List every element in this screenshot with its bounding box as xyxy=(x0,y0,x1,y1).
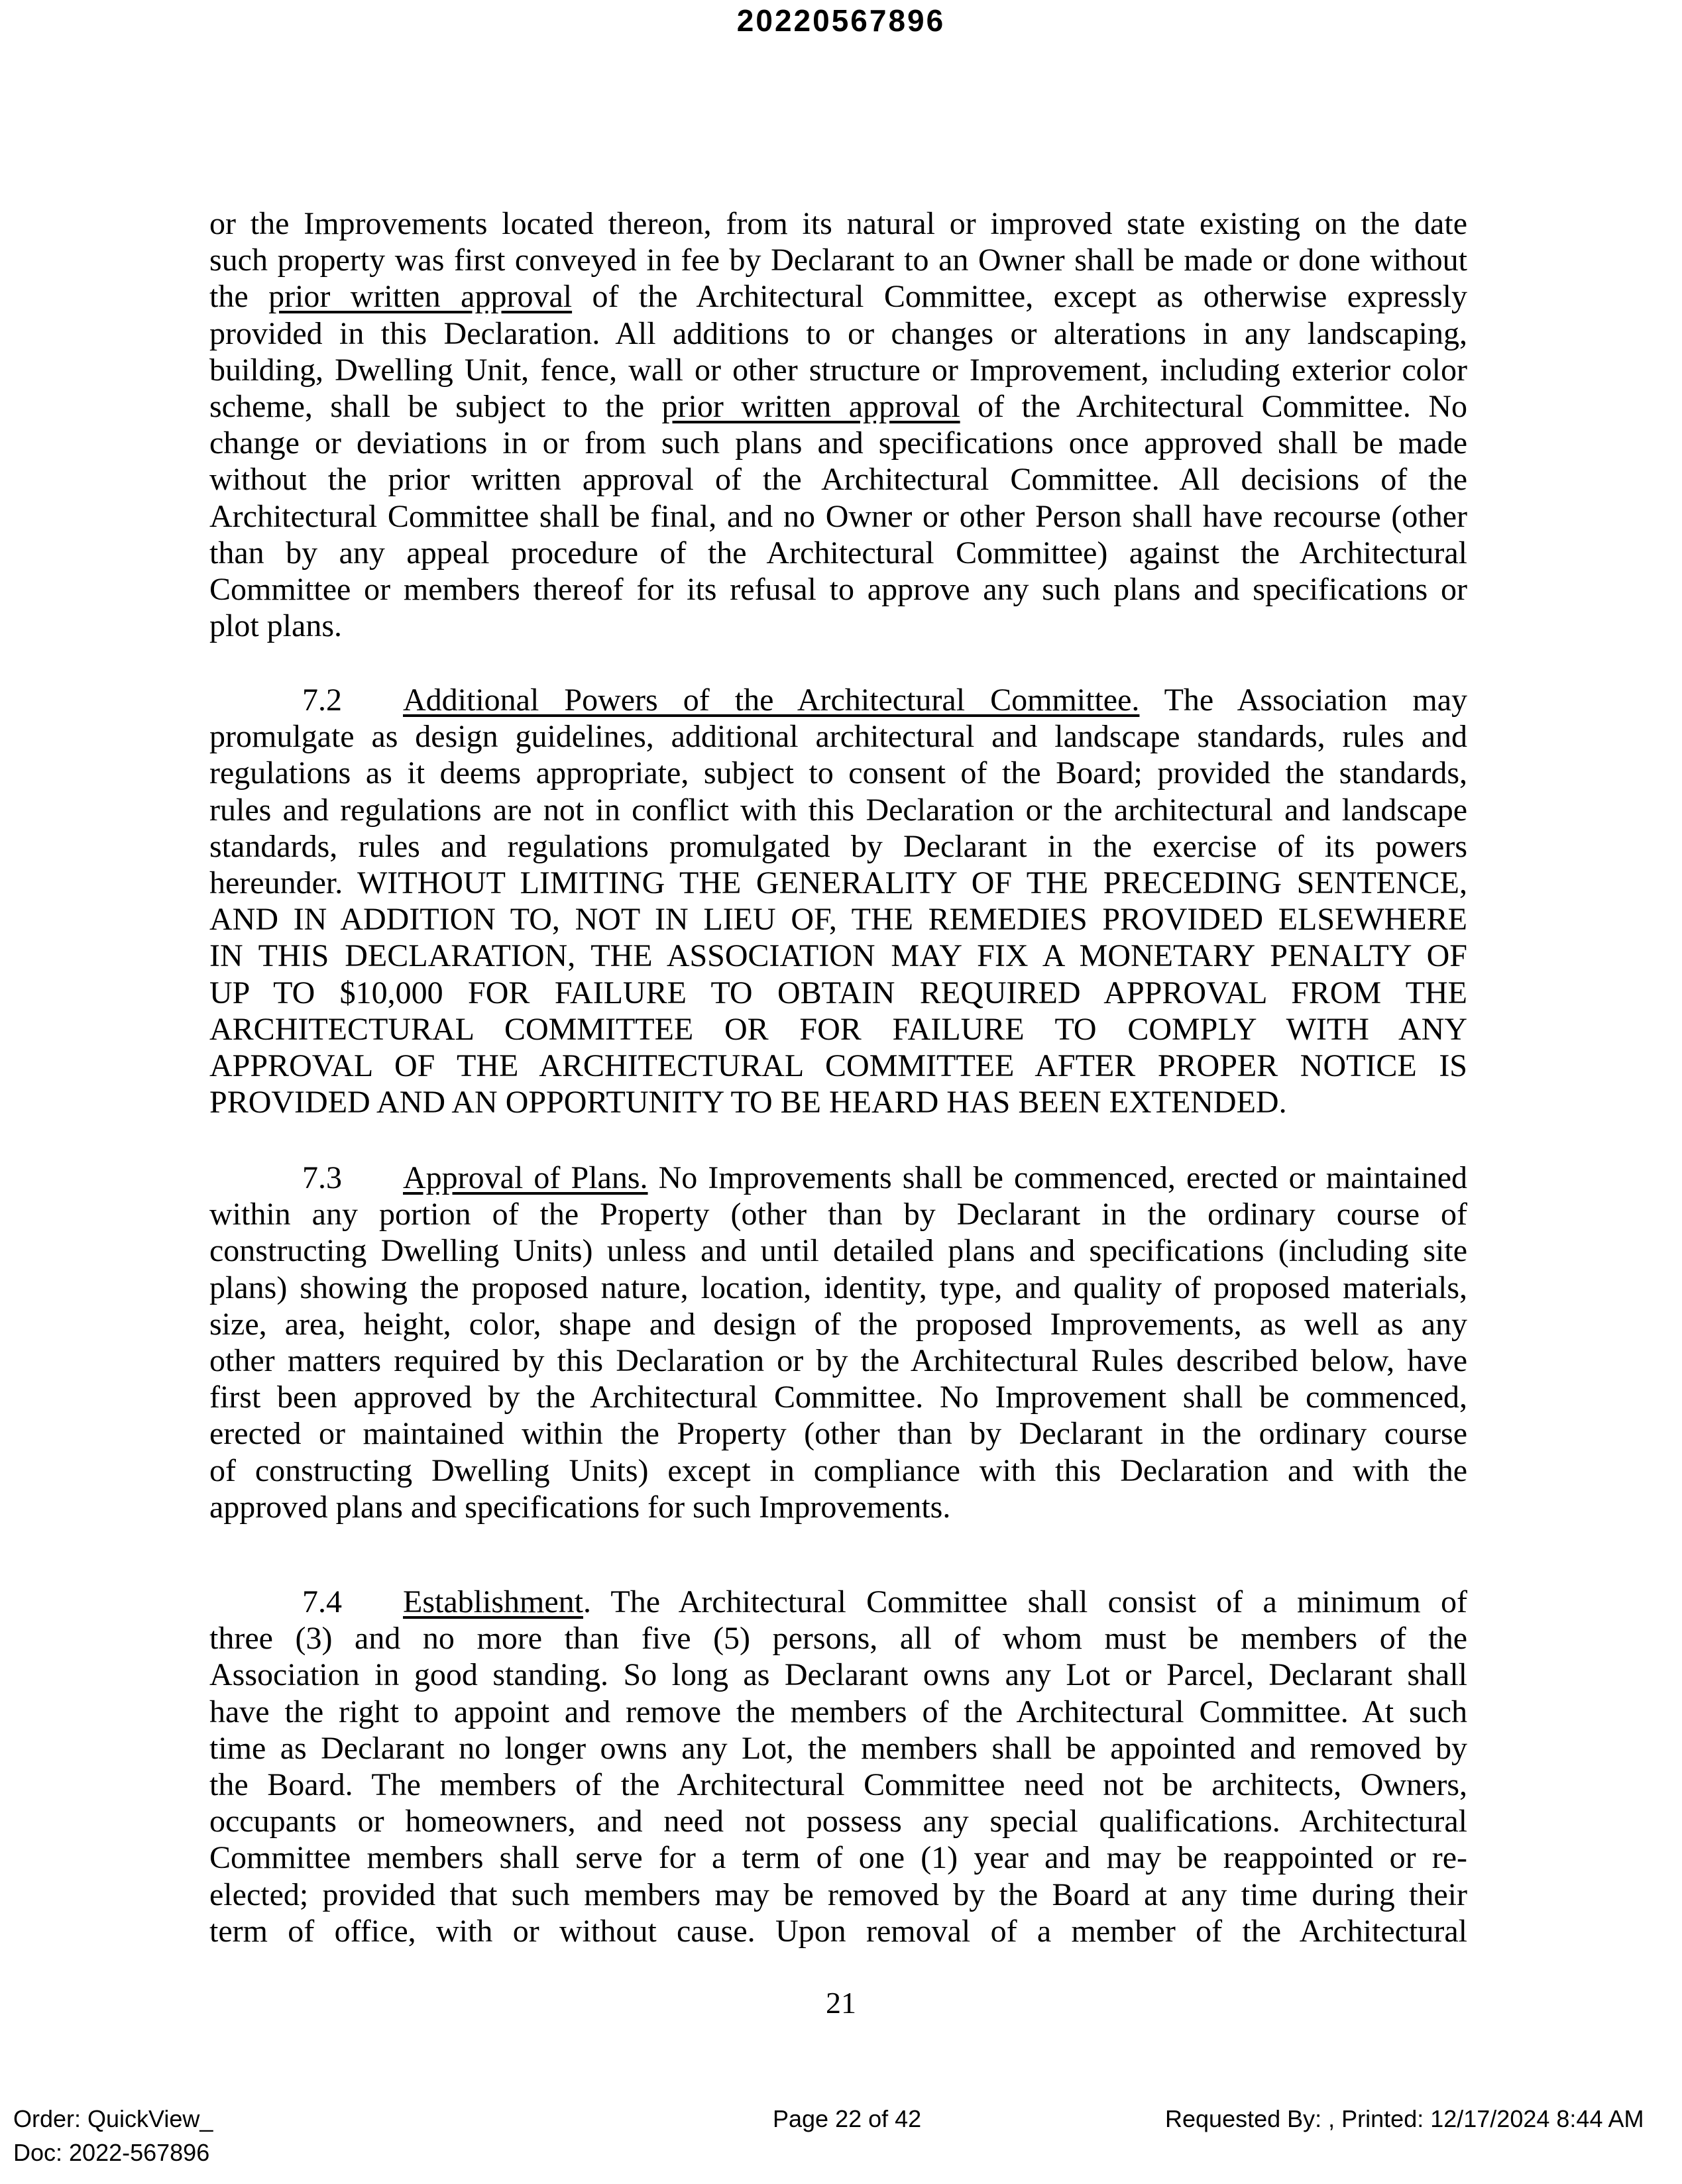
text-line: elected; provided that such members may be removed by the Board at any time during their xyxy=(209,1877,1467,1912)
text-line: the Board. The members of the Architectural Committee need not be architects, Owners, xyxy=(209,1767,1467,1803)
footer-order: Order: QuickView_ xyxy=(13,2105,213,2132)
footer-requested-by: Requested By: , Printed: 12/17/2024 8:44 AM xyxy=(1165,2105,1644,2132)
section-title: Additional Powers of the Architectural Committee. xyxy=(403,682,1140,718)
text-line: change or deviations in or from such plans and specifications once approved shall be made xyxy=(209,425,1467,461)
text-line: hereunder. WITHOUT LIMITING THE GENERALITY OF THE PRECEDING SENTENCE, xyxy=(209,865,1467,901)
text-line: Committee members shall serve for a term of one (1) year and may be reappointed or re- xyxy=(209,1840,1467,1876)
paragraph-intro xyxy=(209,205,1467,644)
section-heading-line: 7.2 Additional Powers of the Architectural Committee. The Association may xyxy=(302,682,1467,718)
section-title: Approval of Plans. xyxy=(403,1160,648,1195)
text-line: regulations as it deems appropriate, subject to consent of the Board; provided the standards, xyxy=(209,755,1467,791)
text-line: plans) showing the proposed nature, location, identity, type, and quality of proposed materials, xyxy=(209,1270,1467,1305)
section-7-4 xyxy=(209,1584,1467,1949)
text-line: APPROVAL OF THE ARCHITECTURAL COMMITTEE AFTER PROPER NOTICE IS xyxy=(209,1048,1467,1084)
text-line: term of office, with or without cause. Upon removal of a member of the Architectural xyxy=(209,1913,1467,1949)
footer-page: Page 22 of 42 xyxy=(773,2105,922,2132)
text-line: have the right to appoint and remove the members of the Architectural Committee. At such xyxy=(209,1694,1467,1729)
text-line: standards, rules and regulations promulgated by Declarant in the exercise of its powers xyxy=(209,828,1467,864)
text-line: building, Dwelling Unit, fence, wall or other structure or Improvement, including exterior color xyxy=(209,352,1467,388)
text-line: than by any appeal procedure of the Architectural Committee) against the Architectural xyxy=(209,535,1467,571)
text-line: the prior written approval of the Architectural Committee, except as otherwise expressly xyxy=(209,279,1468,315)
text-line: PROVIDED AND AN OPPORTUNITY TO BE HEARD HAS BEEN EXTENDED. xyxy=(209,1085,1287,1120)
text-line: of constructing Dwelling Units) except in compliance with this Declaration and with the xyxy=(209,1452,1467,1488)
text-line: IN THIS DECLARATION, THE ASSOCIATION MAY FIX A MONETARY PENALTY OF xyxy=(209,938,1467,974)
section-number: 7.4 xyxy=(302,1584,342,1619)
text-line: rules and regulations are not in conflict with this Declaration or the architectural and landscape xyxy=(209,792,1467,828)
section-7-3 xyxy=(209,1160,1467,1525)
section-number: 7.2 xyxy=(302,682,342,718)
text-line: approved plans and specifications for such Improvements. xyxy=(209,1489,951,1525)
text-line: AND IN ADDITION TO, NOT IN LIEU OF, THE REMEDIES PROVIDED ELSEWHERE xyxy=(209,902,1467,938)
page-number: 21 xyxy=(826,1986,856,2020)
text-line: Committee or members thereof for its refusal to approve any such plans and specifications or xyxy=(209,572,1467,608)
text-line: scheme, shall be subject to the prior written approval of the Architectural Committee. No xyxy=(209,389,1468,425)
section-heading-line: 7.4 Establishment. The Architectural Committee shall consist of a minimum of xyxy=(302,1584,1467,1619)
text-line: three (3) and no more than five (5) persons, all of whom must be members of the xyxy=(209,1621,1467,1657)
document-number: 20220567896 xyxy=(736,3,946,38)
footer-doc: Doc: 2022-567896 xyxy=(13,2139,210,2166)
section-heading-line: 7.3 Approval of Plans. No Improvements shall be commenced, erected or maintained xyxy=(302,1160,1468,1195)
text-line: promulgate as design guidelines, additional architectural and landscape standards, rules and xyxy=(209,719,1467,755)
section-number: 7.3 xyxy=(302,1160,342,1195)
text-line: size, area, height, color, shape and design of the proposed Improvements, as well as any xyxy=(209,1306,1467,1342)
underlined-term: prior written approval xyxy=(268,279,573,315)
text-line: time as Declarant no longer owns any Lot, the members shall be appointed and removed by xyxy=(209,1730,1467,1766)
text-line: or the Improvements located thereon, from its natural or improved state existing on the date xyxy=(209,206,1467,241)
text-line: within any portion of the Property (other than by Declarant in the ordinary course of xyxy=(209,1197,1467,1232)
text-line: such property was first conveyed in fee by Declarant to an Owner shall be made or done without xyxy=(209,243,1467,278)
text-line: other matters required by this Declaration or by the Architectural Rules described below, have xyxy=(209,1343,1467,1379)
text-line: erected or maintained within the Property (other than by Declarant in the ordinary course xyxy=(209,1416,1467,1452)
text-line: without the prior written approval of the Architectural Committee. All decisions of the xyxy=(209,462,1467,498)
section-title: Establishment xyxy=(403,1584,583,1619)
text-line: UP TO $10,000 FOR FAILURE TO OBTAIN REQUIRED APPROVAL FROM THE xyxy=(209,975,1467,1010)
underlined-term: prior written approval xyxy=(661,389,960,425)
section-7-2 xyxy=(209,682,1467,1120)
text-line: provided in this Declaration. All additions to or changes or alterations in any landscaping, xyxy=(209,315,1467,351)
text-line: ARCHITECTURAL COMMITTEE OR FOR FAILURE TO COMPLY WITH ANY xyxy=(209,1011,1467,1047)
text-line: constructing Dwelling Units) unless and until detailed plans and specifications (including site xyxy=(209,1233,1467,1269)
text-line: plot plans. xyxy=(209,608,342,644)
text-line: first been approved by the Architectural Committee. No Improvement shall be commenced, xyxy=(209,1380,1467,1415)
text-line: Architectural Committee shall be final, and no Owner or other Person shall have recourse (other xyxy=(209,498,1467,534)
text-line: Association in good standing. So long as Declarant owns any Lot or Parcel, Declarant shall xyxy=(209,1657,1467,1693)
text-line: occupants or homeowners, and need not possess any special qualifications. Architectural xyxy=(209,1804,1467,1839)
